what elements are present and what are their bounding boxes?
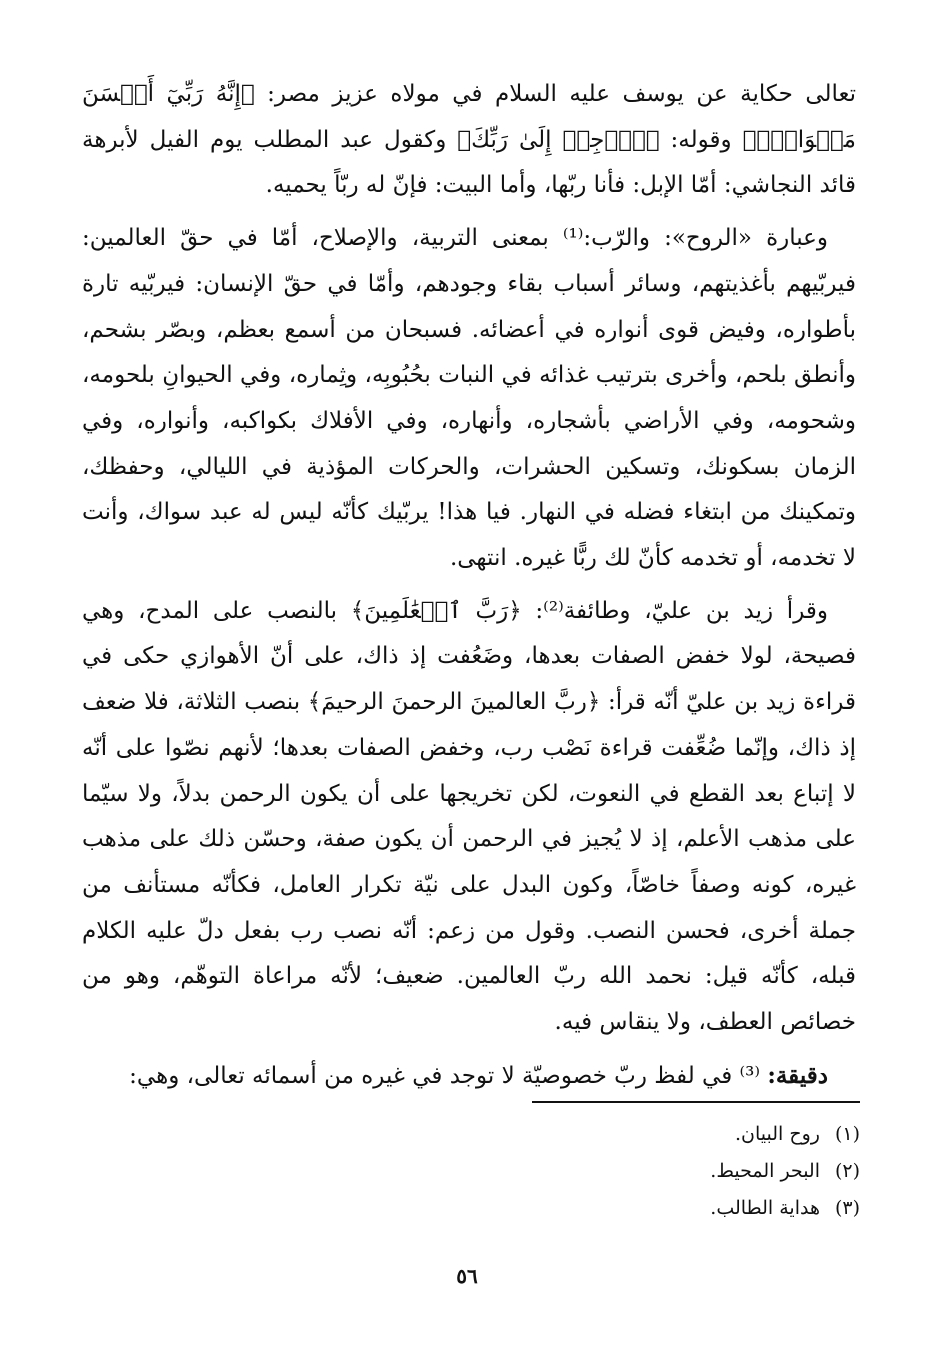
footnote-text: البحر المحيط. [710,1160,820,1182]
footnote-text: هداية الطالب. [710,1197,820,1219]
page-body [82,72,856,1099]
footnote-item [500,1116,860,1153]
paragraph-4-text: ⁽³⁾ في لفظ ربّ خصوصيّة لا توجد في غيره من أسمائه تعالى، وهي: [129,1062,768,1089]
footnote-item [500,1153,860,1190]
paragraph-3: وقرأ زيد بن عليّ، وطائفة⁽²⁾: ﴿رَبَّ ٱلۡعَٰلَمِينَ﴾ بالنصب على المدح، وهي فصيحة، لولا خفض الصفات بعدها، وضَعُفت إذ ذاك، على أنّ الأهوازي حكى في قراءة زيد بن عليّ أنّه قرأ: ﴿ربَّ العالمينَ الرحمنَ الرحيمَ﴾ بنصب الثلاثة، فلا ضعف إذ ذاك، وإنّما ضُعِّفت قراءة نَصْب رب، وخفض الصفات بعدها؛ لأنهم نصّوا على أنّه لا إتباع بعد القطع في النعوت، لكن تخريجها على أن يكون الرحمن بدلاً، ولا سيّما على مذهب الأعلم، إذ لا يُجيز في الرحمن أن يكون صفة، وحسّن ذلك على مذهب غيره، كونه وصفاً خاصّاً، وكون البدل على نيّة تكرار العامل، فكأنّه مستأنف من جملة أخرى، فحسن النصب. وقول من زعم: أنّه نصب رب بفعل دلّ عليه الكلام قبله، كأنّه قيل: نحمد الله ربّ العالمين. ضعيف؛ لأنّه مراعاة التوهّم، وهو من خصائص العطف، ولا ينقاس فيه. [82,597,856,1036]
footnote-item [500,1190,860,1227]
page-number: ٥٦ [456,1264,478,1288]
footnote-text: روح البيان. [735,1123,820,1145]
footnotes [500,1116,860,1227]
footnote-number: (١) [834,1123,860,1145]
paragraph-2: وعبارة «الروح»: والرّب:⁽¹⁾ بمعنى التربية، والإصلاح، أمّا في حقّ العالمين: فيربّيهم بأغذيتهم، وسائر أسباب بقاء وجودهم، وأمّا في حقّ الإنسان: فيربّيه تارة بأطواره، وفيض قوى أنواره في أعضائه. فسبحان من أسمع بعظم، وبصّر بشحم، وأنطق بلحم، وأخرى بترتيب غذائه في النبات بحُبُوبِه، وثِماره، وفي الحيوانِ بلحومه، وشحومه، وفي الأراضي بأشجاره، وأنهاره، وفي الأفلاك بكواكبه، وأنواره، وفي الزمان بسكونك، وتسكين الحشرات، والحركات المؤذية في الليالي، وحفظك، وتمكينك من ابتغاء فضله في النهار. فيا هذا! يربّيك كأنّه ليس له عبد سواك، وأنت لا تخدمه، أو تخدمه كأنّ لك ربًّا غيره. انتهى. [82,225,856,572]
footnote-number: (٢) [834,1160,860,1182]
footnote-number: (٣) [834,1197,860,1219]
term-label: دقيقة: [767,1061,828,1089]
paragraph-4 [82,1053,856,1100]
footnote-separator [532,1101,860,1103]
paragraph-1: تعالى حكاية عن يوسف عليه السلام في مولاه عزيز مصر: ﴿إِنَّهُ رَبِّيٓ أَحۡسَنَ مَثۡوَايَۖ﴾ وقوله: ﴿ٱرۡجِعۡ إِلَىٰ رَبِّكَ﴾ وكقول عبد المطلب يوم الفيل لأبرهة قائد النجاشي: أمّا الإبل: فأنا ربّها، وأما البيت: فإنّ له ربّاً يحميه. [82,81,856,199]
